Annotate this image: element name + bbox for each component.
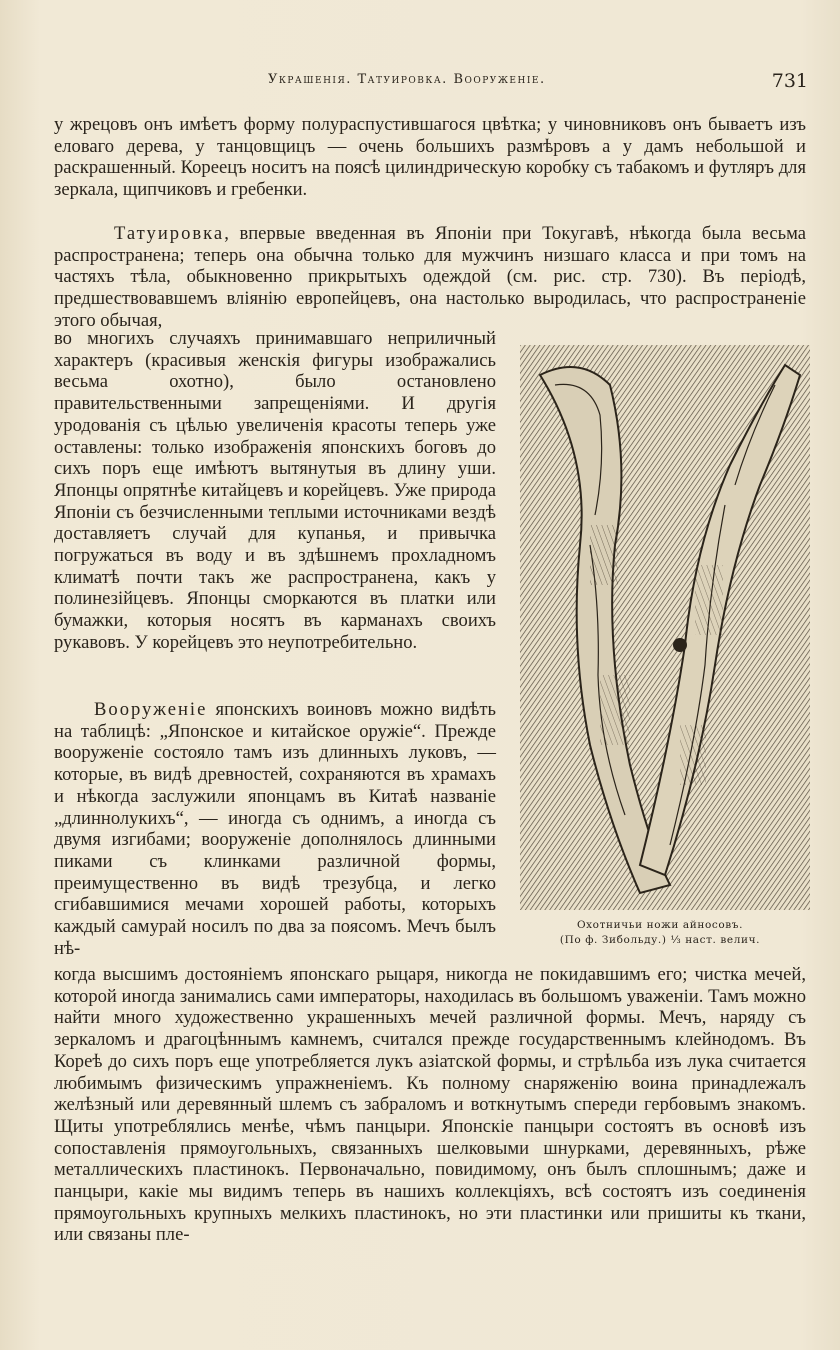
running-title: Украшенія. Татуировка. Вооруженіе. [268,72,546,87]
paragraph-tattooing-column: во многихъ случаяхъ принимавшаго неприличный характеръ (красивыя женскія фигуры изображались весьма охотно), было остановлено правительственными запрещеніями. И другія уродованія съ цѣлью увеличенія красоты теперь уже оставлены: только изображенія японскихъ боговъ до сихъ поръ еще имѣютъ вытянутыя въ длину уши. Японцы опрятнѣе китайцевъ и корейцевъ. Уже природа Японіи съ безчисленными теплыми источниками вездѣ доставляетъ случай для купанья, и привычка погружаться въ воду и въ здѣшнемъ прохладномъ климатѣ почти такъ же распространена, какъ у полинезійцевъ. Японцы сморкаются въ платки или бумажки, которыя носятъ въ карманахъ своихъ рукавовъ. У корейцевъ это неупотребительно. [54,328,496,653]
caption-source: (По ф. Зибольду.) ⅓ наст. велич. [559,934,761,946]
term-armament: Вооруженіе [94,699,208,720]
caption-title: Охотничьи ножи айносовъ. [576,919,744,931]
armament-text: японскихъ воиновъ можно видѣть на таблицѣ: „Японское и китайское оружіе“. Прежде вооруженіе состояло тамъ изъ длинныхъ луковъ, — которые, въ видѣ древностей, сохраняются въ храмахъ и нѣкогда заслужили японцамъ въ Китаѣ названіе „длиннолукихъ“, — иногда съ однимъ, а иногда съ двумя изгибами; вооруженіе дополнялось длинными пиками съ клинками различной формы, преимущественно въ видѣ трезубца, и легко сгибавшимися мечами хорошей работы, которыхъ каждый самурай носилъ по два за поясомъ. Мечъ былъ нѣ- [54,699,496,959]
term-tattooing: Татуировка [114,223,225,244]
tattooing-text: , впервые введенная въ Японіи при Токугавѣ, нѣкогда была весьма распространена; теперь она обычна только для мужчинъ низшаго класса и при томъ на частяхъ тѣла, обыкновенно прикрытыхъ одеждой (см. рис. стр. 730). Въ періодѣ, предшествовавшемъ вліянію европейцевъ, она настолько выродилась, что распространеніе этого обычая, [54,223,806,331]
paragraph-adornments-end: у жрецовъ онъ имѣетъ форму полураспустившагося цвѣтка; у чиновниковъ онъ бываетъ изъ еловаго дерева, у танцовщицъ — очень большихъ размѣровъ а у дамъ небольшой и раскрашенный. Кореецъ носитъ на поясѣ цилиндрическую коробку съ табакомъ и футляръ для зеркала, щипчиковъ и гребенки. [54,114,806,201]
paragraph-tattooing [54,223,806,332]
page-header [0,70,840,100]
hunting-knives-illustration [520,345,810,910]
figure-caption [510,918,810,948]
paragraph-armament [54,699,496,959]
paragraph-armament-continued: когда высшимъ достояніемъ японскаго рыцаря, никогда не покидавшимъ его; чистка мечей, которой иногда занимались сами императоры, находилась въ большомъ уваженіи. Тамъ можно найти много художественно украшенныхъ мечей различной формы. Мечъ, наряду съ зеркаломъ и драгоцѣннымъ камнемъ, считался прежде государственнымъ клейнодомъ. Въ Кореѣ до сихъ поръ еще употребляется лукъ азіатской формы, и стрѣльба изъ лука считается любимымъ физическимъ упражненіемъ. Къ полному снаряженію воина принадлежалъ желѣзный или деревянный шлемъ съ забраломъ и воткнутымъ спереди гербовымъ знакомъ. Щиты употреблялись менѣе, чѣмъ панцыри. Японскіе панцыри состоятъ въ основѣ изъ сопоставленія прямоугольныхъ, связанныхъ шелковыми шнурками, деревянныхъ, рѣже металлическихъ пластинокъ. Первоначально, повидимому, онъ былъ сплошнымъ; даже и панцыри, какіе мы видимъ теперь въ нашихъ коллекціяхъ, всѣ состоятъ изъ соединенія прямоугольныхъ крупныхъ мелкихъ пластинокъ, но эти пластинки или пришиты къ ткани, или связаны пле- [54,964,806,1246]
page-number: 731 [771,70,808,92]
